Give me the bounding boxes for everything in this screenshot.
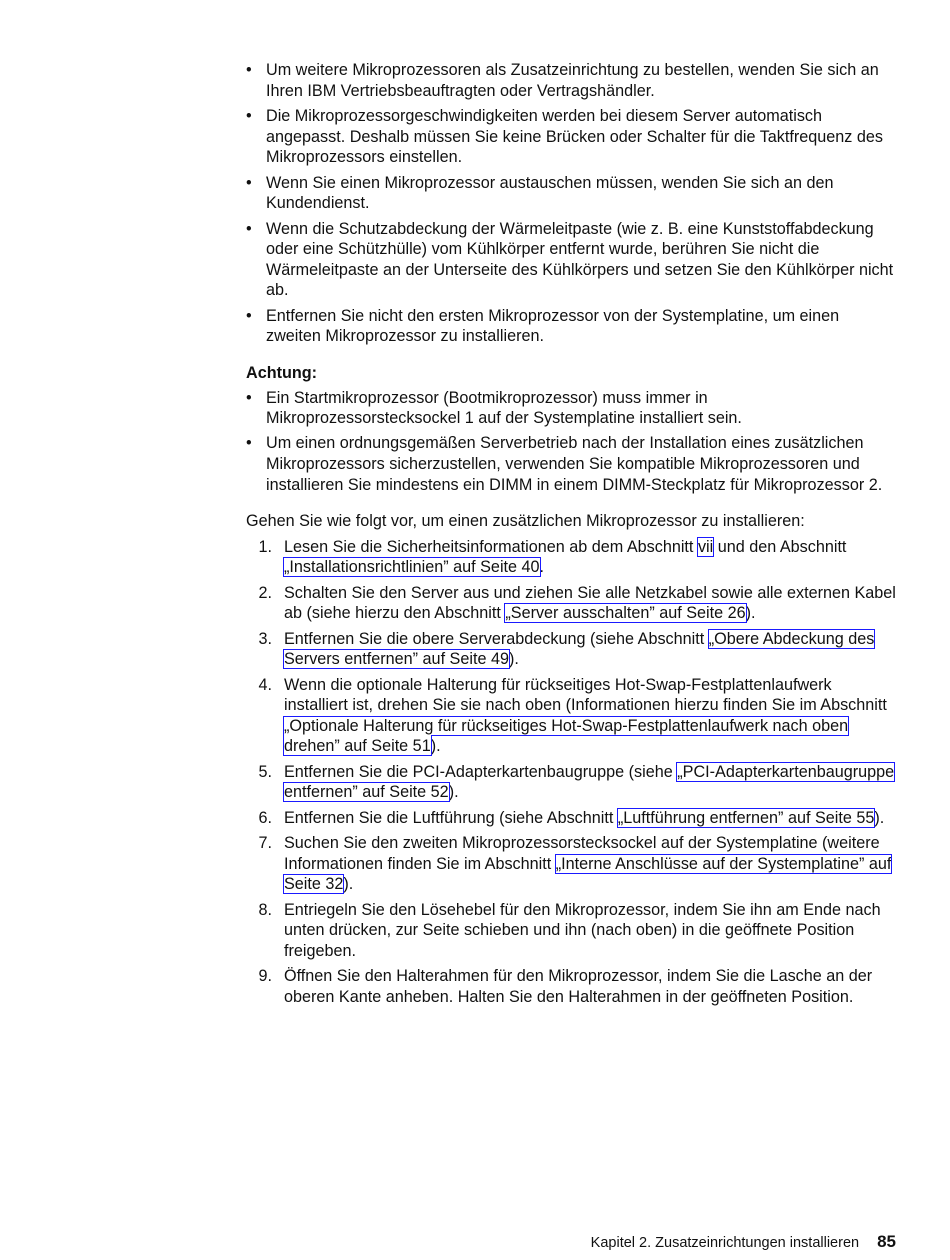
step-item <box>246 808 898 829</box>
cross-reference-link[interactable]: vii <box>697 537 714 556</box>
step-text: . <box>539 558 545 577</box>
step-text: Schalten Sie den Server aus und ziehen Sie alle Netzkabel sowie alle externen Kabel ab (siehe hierzu den Abschnitt <box>284 583 896 623</box>
step-text: Entfernen Sie die Luftführung (siehe Abschnitt <box>284 808 618 827</box>
note-item: • Wenn Sie einen Mikroprozessor austauschen müssen, wenden Sie sich an den Kundendienst. <box>246 173 898 214</box>
procedure-intro: Gehen Sie wie folgt vor, um einen zusätzlichen Mikroprozessor zu installieren: <box>246 512 805 531</box>
footer-chapter: Kapitel 2. Zusatzeinrichtungen installieren <box>590 1235 860 1251</box>
step-text: Entfernen Sie die PCI-Adapterkartenbaugruppe (siehe <box>284 762 678 781</box>
step-item <box>246 966 898 1007</box>
step-text: ). <box>508 650 519 669</box>
step-item <box>246 629 898 670</box>
cross-reference-link[interactable]: „PCI-Adapterkartenbaugruppe entfernen” auf Seite 52 <box>284 762 895 802</box>
step-number: 5. <box>258 762 272 781</box>
step-text: ). <box>874 808 885 827</box>
step-number: 9. <box>258 967 272 986</box>
step-number: 7. <box>258 834 272 853</box>
step-text: ). <box>448 783 459 802</box>
step-text: ). <box>343 875 354 894</box>
step-number: 4. <box>258 675 272 694</box>
step-number: 8. <box>258 900 272 919</box>
cross-reference-link[interactable]: „Server ausschalten” auf Seite 26 <box>505 604 746 623</box>
step-text: Entfernen Sie die obere Serverabdeckung (siehe Abschnitt <box>284 629 709 648</box>
step-number: 3. <box>258 629 272 648</box>
page-number: 85 <box>877 1232 896 1251</box>
step-number: 6. <box>258 808 272 827</box>
step-number: 1. <box>258 537 272 556</box>
step-text: Wenn die optionale Halterung für rückseitiges Hot-Swap-Festplattenlaufwerk installiert ist, drehen Sie sie nach oben (Informationen hierzu finden Sie im Abschnitt <box>284 675 887 715</box>
notes-list <box>246 60 898 347</box>
step-item <box>246 762 898 803</box>
step-text: ). <box>430 737 441 756</box>
note-item: • Wenn die Schutzabdeckung der Wärmeleitpaste (wie z. B. eine Kunststoffabdeckung oder eine Schützhülle) vom Kühlkörper entfernt wurde, berühren Sie nicht die Wärmeleitpaste an der Unterseite des Kühlkörpers und setzen Sie den Kühlkörper nicht ab. <box>246 219 898 301</box>
cross-reference-link[interactable]: „Obere Abdeckung des Servers entfernen” auf Seite 49 <box>284 629 875 669</box>
cross-reference-link[interactable]: „Optionale Halterung für rückseitiges Hot-Swap-Festplattenlaufwerk nach oben drehen” auf Seite 51 <box>284 716 849 756</box>
step-text: Entriegeln Sie den Lösehebel für den Mikroprozessor, indem Sie ihn am Ende nach unten drücken, zur Seite schieben und ihn (nach oben) in die geöffnete Position freigeben. <box>284 900 881 960</box>
attention-heading: Achtung: <box>246 363 318 382</box>
cross-reference-link[interactable]: „Luftführung entfernen” auf Seite 55 <box>617 808 875 827</box>
attention-item: • Um einen ordnungsgemäßen Serverbetrieb nach der Installation eines zusätzlichen Mikroprozessors sicherzustellen, verwenden Sie kompatible Mikroprozessoren und installieren Sie mindestens ein DIMM in einem DIMM-Steckplatz für Mikroprozessor 2. <box>246 433 898 495</box>
note-item: • Die Mikroprozessorgeschwindigkeiten werden bei diesem Server automatisch angepasst. Deshalb müssen Sie keine Brücken oder Schalter für die Taktfrequenz des Mikroprozessors einstellen. <box>246 106 898 168</box>
cross-reference-link[interactable]: „Installationsrichtlinien” auf Seite 40 <box>284 558 540 577</box>
page-content <box>246 60 898 1012</box>
step-text: Öffnen Sie den Halterahmen für den Mikroprozessor, indem Sie die Lasche an der oberen Kante anheben. Halten Sie den Halterahmen in der geöffneten Position. <box>284 967 873 1006</box>
step-text: ). <box>745 604 756 623</box>
procedure-steps <box>246 537 898 1008</box>
step-item <box>246 537 898 578</box>
step-text: und den Abschnitt <box>713 537 847 556</box>
cross-reference-link[interactable]: „Interne Anschlüsse auf der Systemplatine” auf Seite 32 <box>284 854 892 894</box>
step-item <box>246 833 898 895</box>
page-footer <box>0 1232 896 1254</box>
step-text: Lesen Sie die Sicherheitsinformationen ab dem Abschnitt <box>284 537 698 556</box>
note-item: • Entfernen Sie nicht den ersten Mikroprozessor von der Systemplatine, um einen zweiten Mikroprozessor zu installieren. <box>246 306 898 347</box>
attention-item: • Ein Startmikroprozessor (Bootmikroprozessor) muss immer in Mikroprozessorstecksockel 1 auf der Systemplatine installiert sein. <box>246 388 898 429</box>
step-item <box>246 583 898 624</box>
step-item <box>246 675 898 757</box>
step-item <box>246 900 898 962</box>
step-number: 2. <box>258 583 272 602</box>
note-item: • Um weitere Mikroprozessoren als Zusatzeinrichtung zu bestellen, wenden Sie sich an Ihren IBM Vertriebsbeauftragten oder Vertragshändler. <box>246 60 898 101</box>
step-text: Suchen Sie den zweiten Mikroprozessorstecksockel auf der Systemplatine (weitere Informationen finden Sie im Abschnitt <box>284 834 880 873</box>
attention-list <box>246 388 898 496</box>
